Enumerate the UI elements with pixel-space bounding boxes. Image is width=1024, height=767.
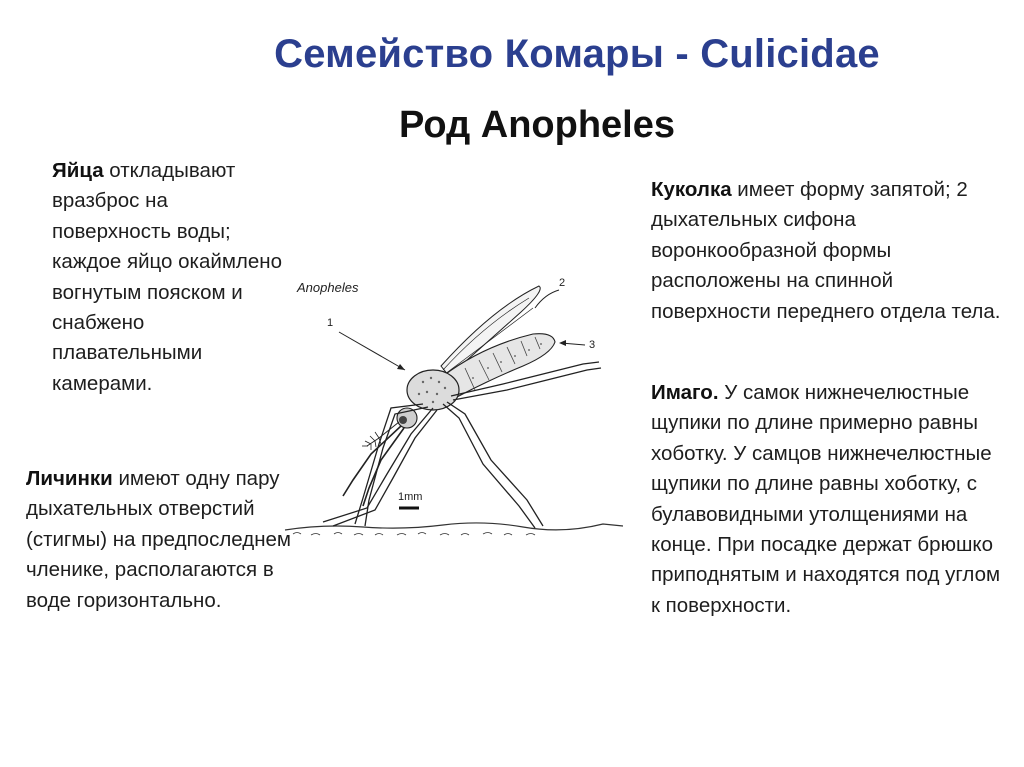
- slide-title: Семейство Комары - Culicidae: [274, 32, 880, 76]
- svg-text:3: 3: [589, 339, 596, 351]
- eggs-description: [52, 156, 292, 399]
- larvae-text: имеют одну пару дыхательных отверстий (стигмы) на предпоследнем членике, располагаются в воде горизонтально.: [26, 467, 292, 612]
- svg-text:1: 1: [327, 317, 334, 329]
- callout-1: [327, 317, 405, 370]
- anopheles-mosquito-illustration: [283, 268, 628, 543]
- larvae-term: Личинки: [26, 467, 113, 490]
- pupa-term: Куколка: [651, 178, 732, 201]
- callout-3: [559, 339, 595, 351]
- scale-bar: [398, 491, 422, 508]
- svg-text:1mm: 1mm: [398, 491, 423, 503]
- callout-2: [535, 277, 565, 308]
- thorax: [407, 370, 459, 410]
- larvae-description: [26, 464, 298, 616]
- figure-label: Anopheles: [297, 280, 359, 295]
- imago-term: Имаго.: [651, 381, 719, 404]
- svg-text:2: 2: [559, 277, 566, 289]
- eggs-text: откладывают вразброс на поверхность воды; каждое яйцо окаймлено вогнутым пояском и снабжено плавательными камерами.: [52, 159, 283, 395]
- pupa-text: имеет форму запятой; 2 дыхательных сифона воронкообразной формы расположены на спинной поверхности переднего отдела тела.: [651, 178, 1001, 323]
- imago-description: [651, 378, 1003, 621]
- slide-subtitle: Род Anopheles: [398, 104, 676, 146]
- eggs-term: Яйца: [52, 159, 104, 182]
- abdomen: [443, 334, 555, 398]
- pupa-description: [651, 175, 1003, 327]
- imago-text: У самок нижнечелюстные щупики по длине примерно равны хоботку. У самцов нижнечелюстные щупики по длине равны хоботку, с булавовидными утолщениями на конце. При посадке держат брюшко приподнятым и находятся под углом к поверхности.: [651, 381, 1001, 617]
